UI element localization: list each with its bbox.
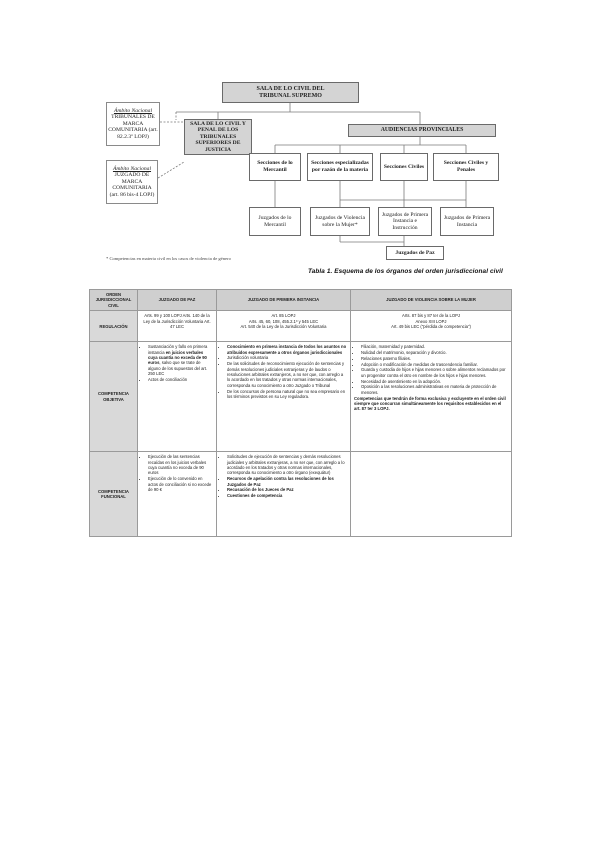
list-item: • Jurisdicción voluntaria (227, 355, 347, 360)
node-juzgados-pi-instruccion: Juzgados de Primera Instancia e Instrucción (378, 207, 432, 236)
node-juzgados-mercantil: Juzgados de lo Mercantil (249, 207, 301, 236)
list-item: • Conocimiento en primera instancia de todos los asuntos no atribuidos expresamente a otros órganos jurisdiccionales (227, 344, 347, 355)
cell-funcional-primera-instancia (217, 452, 351, 537)
row-label-competencia-objetiva: COMPETENCIA OBJETIVA (90, 342, 138, 452)
list-item: • Cuestiones de competencia (227, 493, 347, 498)
list-item: • Ejecución de lo convenido en actos de conciliación si no excede de 90 € (148, 476, 213, 492)
node-secciones-civiles: Secciones Civiles (380, 153, 428, 181)
list-item: • De los concursos de persona natural que no sea empresario en los términos previstos en su Ley reguladora. (227, 389, 347, 400)
org-chart (0, 0, 599, 280)
list-item: • Nulidad del matrimonio, separación y divorcio. (361, 350, 508, 355)
competence-table (89, 289, 512, 537)
cell-funcional-violencia (351, 452, 512, 537)
cell-objetiva-violencia (351, 342, 512, 452)
table-row-competencia-funcional (90, 452, 512, 537)
header-juzgado-paz: JUZGADO DE PAZ (138, 290, 217, 311)
node-secciones-mercantil: Secciones de lo Mercantil (249, 153, 301, 181)
org-chart-connectors (0, 0, 599, 280)
node-juzgados-pi: Juzgados de Primera Instancia (440, 207, 494, 236)
header-orden: ORDEN JURISDICCIONAL CIVIL (90, 290, 138, 311)
list-item: • Sustanciación y fallo en primera instancia en juicios verbales cuya cuantía no exceda de 90 euros, salvo que se trate de alguno de los supuestos del art. 250 LEC (148, 344, 213, 376)
node-secciones-civiles-penales: Secciones Civiles y Penales (433, 153, 499, 181)
table-header-row (90, 290, 512, 311)
node-audiencias-provinciales: AUDIENCIAS PROVINCIALES (348, 124, 496, 137)
table-caption: Tabla 1. Esquema de los órganos del orden jurisdiccional civil (308, 268, 503, 275)
cell-funcional-paz (138, 452, 217, 537)
node-tsj: SALA DE LO CIVIL Y PENAL DE LOS TRIBUNALES SUPERIORES DE JUSTICIA (184, 119, 252, 155)
node-juzgado-marca: Ámbito Nacional JUZGADO DE MARCA COMUNITARIA (art. 86 bis-4 LOPJ) (106, 160, 158, 204)
footnote: * Competencias en materia civil en los casos de violencia de género (106, 256, 231, 261)
node-secciones-especializadas: Secciones especializadas por razón de la materia (307, 153, 373, 181)
list-item: • Necesidad de asentimiento en la adopción. (361, 379, 508, 384)
list-item: • Adopción o modificación de medidas de trascendencia familiar. (361, 362, 508, 367)
table-row-competencia-objetiva (90, 342, 512, 452)
cell-objetiva-paz (138, 342, 217, 452)
row-label-regulacion: REGULACIÓN (90, 311, 138, 342)
node-tribunal-supremo: SALA DE LO CIVIL DEL TRIBUNAL SUPREMO (222, 82, 359, 103)
list-item: • Actos de conciliación (148, 377, 213, 382)
cell-regulacion-primera-instancia: Art. 85 LOPJ Arts. 45, 60, 108, 455.2.1º y 545 LEC Art. 540 de la Ley de la Jurisdicción Voluntaria (217, 311, 351, 342)
list-item: • De las solicitudes de reconocimiento ejecución de sentencias y demás resoluciones judiciales extranjeras y de laudos o resoluciones arbitrales extranjeros, a no ser que, con arreglo a lo acordado en los tratados y otras normas internacionales, corresponda su conocimiento a otro Juzgado o Tribunal (227, 361, 347, 388)
node-juzgados-violencia: Juzgados de Violencia sobre la Mujer* (310, 207, 370, 236)
list-item: • Solicitudes de ejecución de sentencias y demás resoluciones judiciales y arbitrales extranjeras, a no ser que, con arreglo a lo acordado en los tratados y otras normas internacionales, corresponda su conocimiento a otro órgano (exequátur) (227, 454, 347, 476)
list-item: • Filiación, maternidad y paternidad. (361, 344, 508, 349)
header-juzgado-violencia: JUZGADO DE VIOLENCIA SOBRE LA MUJER (351, 290, 512, 311)
list-item: • Oposición a las resoluciones administrativas en materia de protección de menores. (361, 384, 508, 395)
table-row-regulacion (90, 311, 512, 342)
list-item: • Guarda y custodia de hijos e hijas menores o sobre alimentos reclamados por un progenitor contra el otro en nombre de los hijos e hijas menores. (361, 367, 508, 378)
list-item: • Recusación de los Jueces de Paz (227, 487, 347, 492)
violencia-note: Competencias que tendrán de forma exclusiva y excluyente en el orden civil siempre que concurran simultáneamente los requisitos establecidos en el art. 87 ter 3 LOPJ. (354, 395, 506, 412)
header-juzgado-primera-instancia: JUZGADO DE PRIMERA INSTANCIA (217, 290, 351, 311)
node-juzgados-paz: Juzgados de Paz (386, 246, 444, 260)
list-item: • Relaciones paterno filiales. (361, 356, 508, 361)
node-tribunales-marca: Ámbito Nacional TRIBUNALES DE MARCA COMUNITARIA (art. 82.2.3º LOPJ) (106, 102, 160, 146)
row-label-competencia-funcional: COMPETENCIA FUNCIONAL (90, 452, 138, 537)
list-item: • Recursos de apelación contra las resoluciones de los Juzgados de Paz (227, 476, 347, 487)
cell-regulacion-paz: Arts. 99 y 100 LOPJ Arts. 140 de la Ley de la Jurisdicción Voluntaria Art. 47 LEC (138, 311, 217, 342)
list-item: • Ejecución de las sentencias recaídas en los juicios verbales cuya cuantía no exceda de 90 euros (148, 454, 213, 476)
cell-objetiva-primera-instancia (217, 342, 351, 452)
cell-regulacion-violencia: Arts. 87 bis y 87 ter de la LOPJ Anexo XIII LOPJ Art. 49 bis LEC ("pérdida de competencia") (351, 311, 512, 342)
